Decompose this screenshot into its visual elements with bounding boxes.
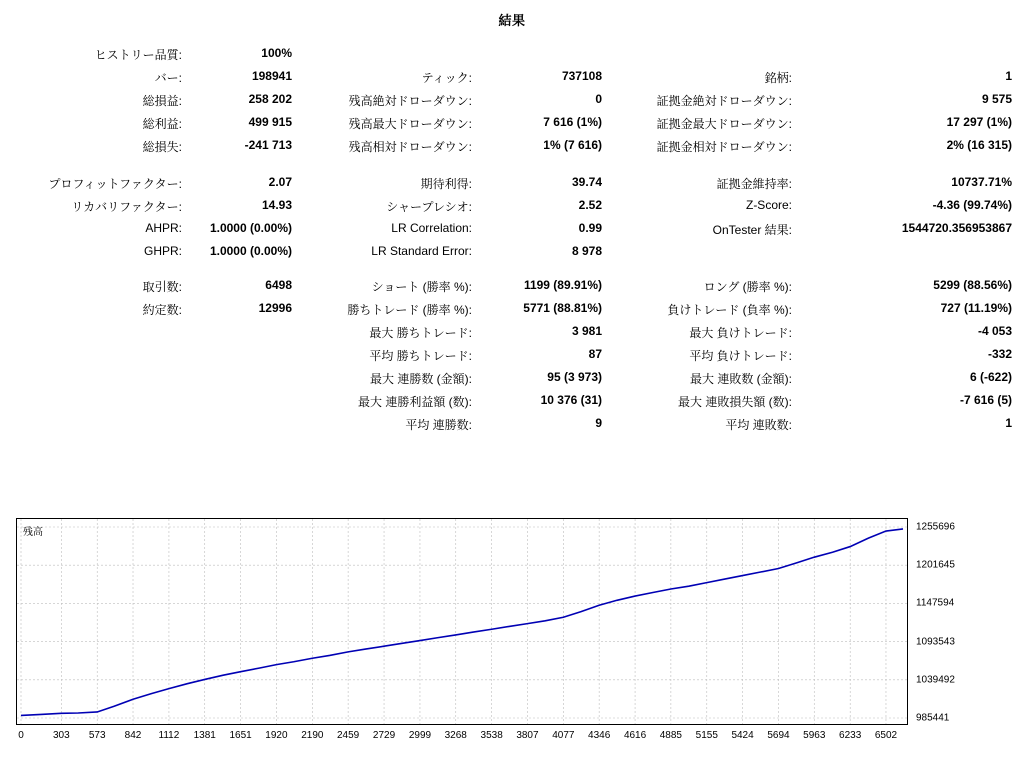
x-tick-label: 2999 — [408, 730, 432, 741]
stat-row — [12, 298, 1012, 321]
stat-row — [12, 344, 1012, 367]
stat-label: 勝ちトレード (勝率 %): — [347, 303, 472, 317]
stat-label: 期待利得: — [420, 177, 472, 191]
stat-value: -241 713 — [244, 138, 292, 152]
stat-label — [12, 344, 182, 367]
stat-row — [12, 390, 1012, 413]
stat-label: 証拠金維持率: — [716, 177, 792, 191]
x-tick-label: 1381 — [193, 730, 216, 741]
stat-label — [12, 390, 182, 413]
stat-label — [12, 367, 182, 390]
stat-row — [12, 43, 1012, 66]
stat-value — [182, 321, 292, 344]
stat-row — [12, 367, 1012, 390]
equity-chart — [16, 518, 1008, 758]
stat-label: LR Standard Error: — [371, 244, 472, 258]
x-tick-label: 573 — [88, 730, 106, 741]
stat-value — [182, 390, 292, 413]
stat-value: 3 981 — [571, 324, 602, 338]
stat-label: プロフィットファクター: — [48, 177, 182, 191]
stat-label: 最大 負けトレード: — [689, 326, 792, 340]
stat-value — [182, 344, 292, 367]
stat-label: 平均 連敗数: — [725, 418, 792, 432]
stat-value: 1% (7 616) — [543, 138, 602, 152]
stat-value: 6 (-622) — [969, 370, 1012, 384]
stat-value: 6498 — [265, 278, 292, 292]
stat-value: 14.93 — [261, 198, 292, 212]
stat-value: 5299 (88.56%) — [933, 278, 1012, 292]
stat-value: 2% (16 315) — [946, 138, 1012, 152]
x-tick-label: 5963 — [803, 730, 826, 741]
stat-row — [12, 321, 1012, 344]
stat-value: 258 202 — [248, 92, 292, 106]
stat-value: 0.99 — [578, 221, 602, 235]
stat-label — [12, 413, 182, 436]
stat-value: 10 376 (31) — [540, 393, 602, 407]
stat-row — [12, 172, 1012, 195]
stat-row — [12, 89, 1012, 112]
stat-row — [12, 112, 1012, 135]
statistics-table — [12, 43, 1012, 436]
stat-row — [12, 241, 1012, 261]
stat-label: GHPR: — [143, 244, 182, 258]
chart-y-axis-labels — [916, 518, 1008, 725]
stat-value — [792, 241, 1012, 261]
stat-value: -332 — [987, 347, 1012, 361]
stat-label: 平均 勝ちトレード: — [369, 349, 472, 363]
stat-value: 1199 (89.91%) — [523, 278, 602, 292]
stat-value: 100% — [261, 46, 292, 60]
stat-row — [12, 275, 1012, 298]
stat-label: 残高最大ドローダウン: — [348, 117, 472, 131]
stat-value: 499 915 — [248, 115, 292, 129]
x-tick-label: 0 — [18, 730, 24, 741]
stat-label: リカバリファクター: — [71, 200, 182, 214]
stat-value: 8 978 — [571, 244, 602, 258]
stat-label: 残高絶対ドローダウン: — [348, 94, 472, 108]
x-tick-label: 6502 — [874, 730, 898, 741]
stat-label: 総損失: — [142, 140, 182, 154]
x-tick-label: 3807 — [516, 730, 539, 741]
stat-label — [292, 43, 472, 66]
stat-value: 198941 — [251, 69, 292, 83]
x-tick-label: 4885 — [659, 730, 682, 741]
stat-value — [182, 367, 292, 390]
stat-label: 最大 勝ちトレード: — [369, 326, 472, 340]
stat-value: 0 — [595, 92, 602, 106]
stat-value: 1.0000 (0.00%) — [209, 244, 292, 258]
stat-row — [12, 218, 1012, 241]
y-tick-label: 1255696 — [916, 521, 955, 533]
stat-label: 最大 連勝利益額 (数): — [358, 395, 472, 409]
x-tick-label: 3538 — [480, 730, 503, 741]
x-tick-label: 1112 — [158, 730, 180, 741]
stat-value: 2.52 — [578, 198, 602, 212]
stat-label — [602, 241, 792, 261]
stat-label — [12, 321, 182, 344]
y-tick-label: 985441 — [916, 712, 950, 724]
stat-label: 総利益: — [142, 117, 182, 131]
stat-label — [602, 43, 792, 66]
x-tick-label: 4616 — [623, 730, 647, 741]
stat-value: 1544720.356953867 — [901, 221, 1012, 235]
stat-label: 平均 負けトレード: — [689, 349, 792, 363]
stat-value — [792, 43, 1012, 66]
stat-value: 727 (11.19%) — [940, 301, 1012, 315]
stat-row — [12, 135, 1012, 158]
y-tick-label: 1201645 — [916, 559, 955, 571]
x-tick-label: 303 — [52, 730, 70, 741]
chart-x-axis-labels — [16, 730, 908, 750]
stat-value: 17 297 (1%) — [946, 115, 1012, 129]
stat-value: 5771 (88.81%) — [523, 301, 602, 315]
stat-label: 最大 連敗数 (金額): — [690, 372, 792, 386]
equity-curve — [17, 519, 907, 724]
stat-value: 1 — [1005, 69, 1012, 83]
x-tick-label: 4077 — [552, 730, 575, 741]
stat-value: 9 575 — [981, 92, 1012, 106]
x-tick-label: 2729 — [372, 730, 396, 741]
stat-label: 証拠金相対ドローダウン: — [656, 140, 792, 154]
stat-value: -4.36 (99.74%) — [932, 198, 1012, 212]
chart-series-label: 残高 — [23, 527, 43, 538]
stat-label: OnTester 結果: — [712, 223, 792, 237]
stat-value: 10737.71% — [951, 175, 1012, 189]
chart-plot-area — [16, 518, 908, 725]
stat-value — [182, 413, 292, 436]
y-tick-label: 1093543 — [916, 636, 955, 648]
stat-label: 最大 連敗損失額 (数): — [678, 395, 792, 409]
row-spacer — [12, 261, 1012, 275]
x-tick-label: 842 — [124, 730, 142, 741]
stat-label: 証拠金最大ドローダウン: — [656, 117, 792, 131]
stat-label: ティック: — [421, 71, 472, 85]
stat-label: AHPR: — [145, 221, 182, 235]
stat-label: ロング (勝率 %): — [703, 280, 792, 294]
stat-label: 残高相対ドローダウン: — [348, 140, 472, 154]
stat-label: 平均 連勝数: — [405, 418, 472, 432]
stat-label: 負けトレード (負率 %): — [667, 303, 792, 317]
stat-value: 7 616 (1%) — [543, 115, 602, 129]
stat-label: 総損益: — [142, 94, 182, 108]
stat-value: 737108 — [561, 69, 602, 83]
stat-label: シャープレシオ: — [386, 200, 472, 214]
stat-label: バー: — [154, 71, 182, 85]
stat-label: Z-Score: — [745, 198, 792, 212]
x-tick-label: 2459 — [336, 730, 360, 741]
x-tick-label: 1920 — [265, 730, 288, 741]
x-tick-label: 5694 — [767, 730, 790, 741]
stat-value: 1.0000 (0.00%) — [209, 221, 292, 235]
y-tick-label: 1039492 — [916, 674, 955, 686]
stat-label: ショート (勝率 %): — [371, 280, 472, 294]
x-tick-label: 4346 — [588, 730, 611, 741]
y-tick-label: 1147594 — [916, 597, 955, 609]
x-tick-label: 2190 — [301, 730, 324, 741]
stat-label: 銘柄: — [764, 71, 792, 85]
statistics-panel — [0, 43, 1024, 436]
stat-value: -4 053 — [977, 324, 1012, 338]
stat-value: -7 616 (5) — [959, 393, 1012, 407]
stat-label: 最大 連勝数 (金額): — [370, 372, 472, 386]
x-tick-label: 5155 — [695, 730, 718, 741]
stat-value: 87 — [588, 347, 602, 361]
x-tick-label: 1651 — [229, 730, 252, 741]
stat-row — [12, 195, 1012, 218]
x-tick-label: 5424 — [731, 730, 754, 741]
stat-label: 約定数: — [142, 303, 182, 317]
stat-value: 95 (3 973) — [547, 370, 602, 384]
stat-value: 39.74 — [571, 175, 602, 189]
stat-row — [12, 413, 1012, 436]
stat-label: LR Correlation: — [391, 221, 472, 235]
stat-value: 9 — [595, 416, 602, 430]
stat-label: ヒストリー品質: — [94, 48, 182, 62]
x-tick-label: 3268 — [444, 730, 467, 741]
stat-label: 取引数: — [142, 280, 182, 294]
x-tick-label: 6233 — [839, 730, 862, 741]
stat-value: 12996 — [258, 301, 292, 315]
stat-value — [472, 43, 602, 66]
stat-value: 1 — [1005, 416, 1012, 430]
row-spacer — [12, 158, 1012, 172]
page-title: 結果 — [498, 13, 526, 28]
stat-label: 証拠金絶対ドローダウン: — [656, 94, 792, 108]
stat-value: 2.07 — [268, 175, 292, 189]
stat-row — [12, 66, 1012, 89]
